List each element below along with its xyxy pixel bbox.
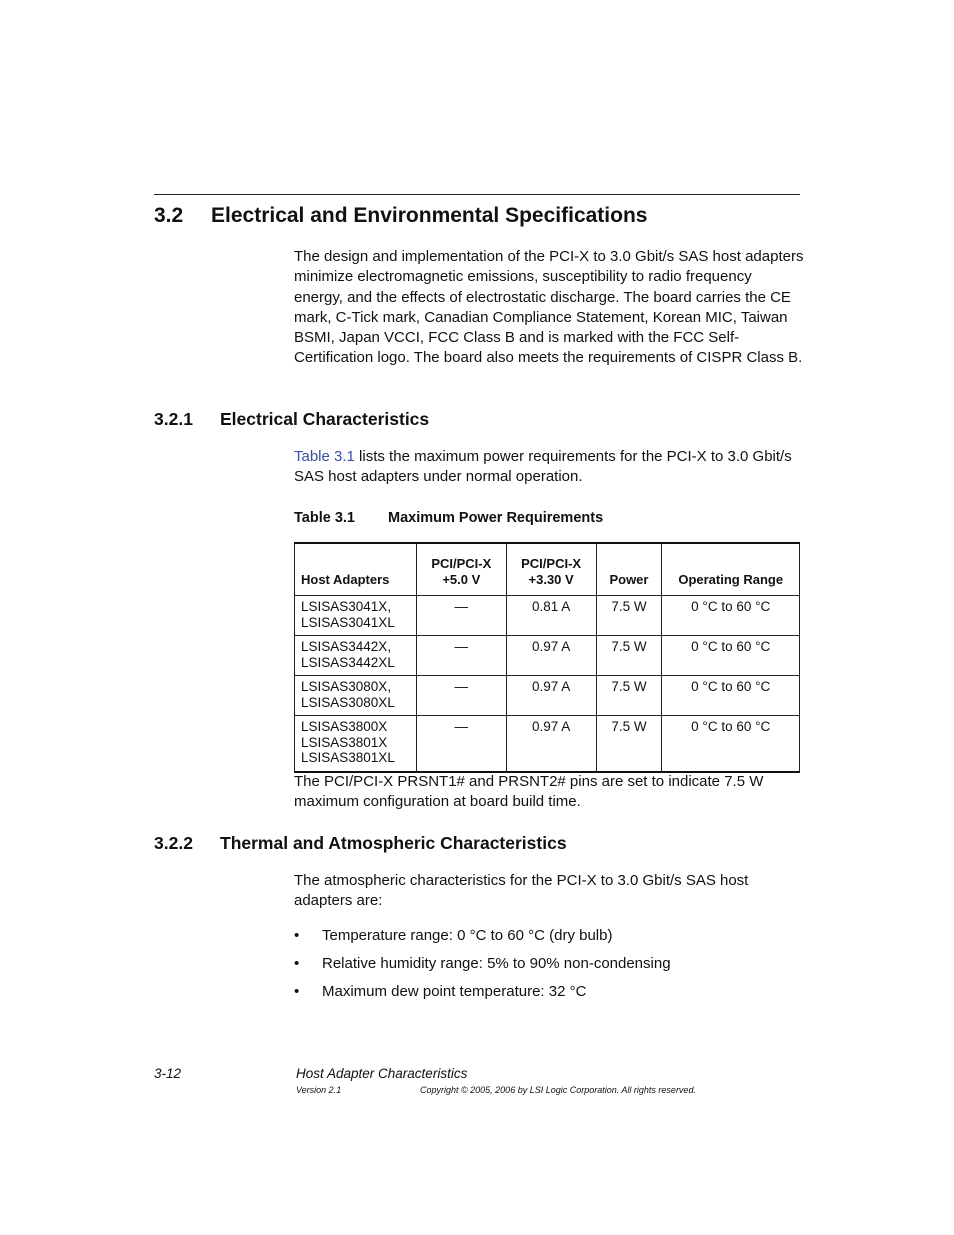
cell-power: 7.5 W	[596, 716, 662, 772]
header-host-adapters: Host Adapters	[295, 543, 417, 596]
cell-5v: —	[416, 676, 506, 716]
cell-host-adapters: LSISAS3041X, LSISAS3041XL	[295, 596, 417, 636]
cell-3-3v: 0.97 A	[506, 676, 596, 716]
table-row	[295, 596, 800, 636]
list-item-text: Relative humidity range: 5% to 90% non-condensing	[322, 955, 671, 972]
cell-3-3v: 0.97 A	[506, 636, 596, 676]
table-reference-link[interactable]: Table 3.1	[294, 448, 355, 465]
cell-host-adapters: LSISAS3080X, LSISAS3080XL	[295, 676, 417, 716]
cell-operating-range: 0 °C to 60 °C	[662, 636, 800, 676]
header-operating-range: Operating Range	[662, 543, 800, 596]
header-3-3v: PCI/PCI-X +3.30 V	[506, 543, 596, 596]
header-power: Power	[596, 543, 662, 596]
section-intro-paragraph: The design and implementation of the PCI-X to 3.0 Gbit/s SAS host adapters minimize electromagnetic emissions, susceptibility to radio frequency energy, and the effects of electrostatic discharge. The board carries the CE mark, C-Tick mark, Canadian Compliance Statement, Korean MIC, Taiwan BSMI, Japan VCCI, FCC Class B and is marked with the FCC Self-Certification logo. The board also meets the requirements of CISPR Class B.	[294, 248, 804, 367]
power-requirements-table	[294, 542, 800, 773]
cell-3-3v: 0.81 A	[506, 596, 596, 636]
electrical-intro-paragraph	[294, 447, 804, 488]
subsection-number: 3.2.2	[154, 833, 193, 853]
section-number: 3.2	[154, 204, 184, 227]
footer-copyright: Copyright © 2005, 2006 by LSI Logic Corporation. All rights reserved.	[420, 1085, 696, 1095]
subsection-title: Electrical Characteristics	[220, 409, 430, 429]
list-item-text: Temperature range: 0 °C to 60 °C (dry bulb)	[322, 927, 613, 944]
cell-5v: —	[416, 596, 506, 636]
subsection-heading-electrical	[154, 409, 429, 430]
electrical-intro-text: lists the maximum power requirements for the PCI-X to 3.0 Gbit/s SAS host adapters under normal operation.	[294, 448, 792, 486]
section-top-rule	[154, 194, 800, 195]
cell-3-3v: 0.97 A	[506, 716, 596, 772]
subsection-title: Thermal and Atmospheric Characteristics	[220, 833, 567, 853]
bullet-glyph: •	[294, 927, 300, 944]
section-title: Electrical and Environmental Specifications	[211, 204, 648, 227]
table-caption	[294, 510, 603, 526]
table-row	[295, 636, 800, 676]
cell-power: 7.5 W	[596, 636, 662, 676]
table-caption-number: Table 3.1	[294, 510, 355, 526]
footer-version: Version 2.1	[296, 1085, 342, 1095]
cell-host-adapters: LSISAS3442X, LSISAS3442XL	[295, 636, 417, 676]
thermal-intro-paragraph: The atmospheric characteristics for the PCI-X to 3.0 Gbit/s SAS host adapters are:	[294, 872, 749, 910]
footer-page-number: 3-12	[154, 1066, 182, 1081]
cell-5v: —	[416, 636, 506, 676]
cell-operating-range: 0 °C to 60 °C	[662, 676, 800, 716]
list-item-text: Maximum dew point temperature: 32 °C	[322, 983, 587, 1000]
table-row	[295, 676, 800, 716]
table-row	[295, 716, 800, 772]
section-heading	[154, 204, 647, 228]
bullet-glyph: •	[294, 955, 300, 972]
list-item	[294, 954, 671, 982]
prsnt-note-paragraph: The PCI/PCI-X PRSNT1# and PRSNT2# pins are set to indicate 7.5 W maximum configuration at board build time.	[294, 773, 764, 811]
cell-power: 7.5 W	[596, 596, 662, 636]
table-header-row	[295, 543, 800, 596]
cell-operating-range: 0 °C to 60 °C	[662, 716, 800, 772]
cell-host-adapters: LSISAS3800X LSISAS3801X LSISAS3801XL	[295, 716, 417, 772]
list-item	[294, 926, 671, 954]
table-caption-title: Maximum Power Requirements	[388, 510, 604, 526]
cell-operating-range: 0 °C to 60 °C	[662, 596, 800, 636]
header-5v: PCI/PCI-X +5.0 V	[416, 543, 506, 596]
subsection-heading-thermal	[154, 833, 567, 854]
list-item	[294, 982, 671, 1010]
cell-power: 7.5 W	[596, 676, 662, 716]
atmospheric-bullet-list	[294, 926, 671, 1010]
cell-5v: —	[416, 716, 506, 772]
footer-chapter-title: Host Adapter Characteristics	[296, 1066, 468, 1081]
subsection-number: 3.2.1	[154, 409, 193, 429]
bullet-glyph: •	[294, 983, 300, 1000]
